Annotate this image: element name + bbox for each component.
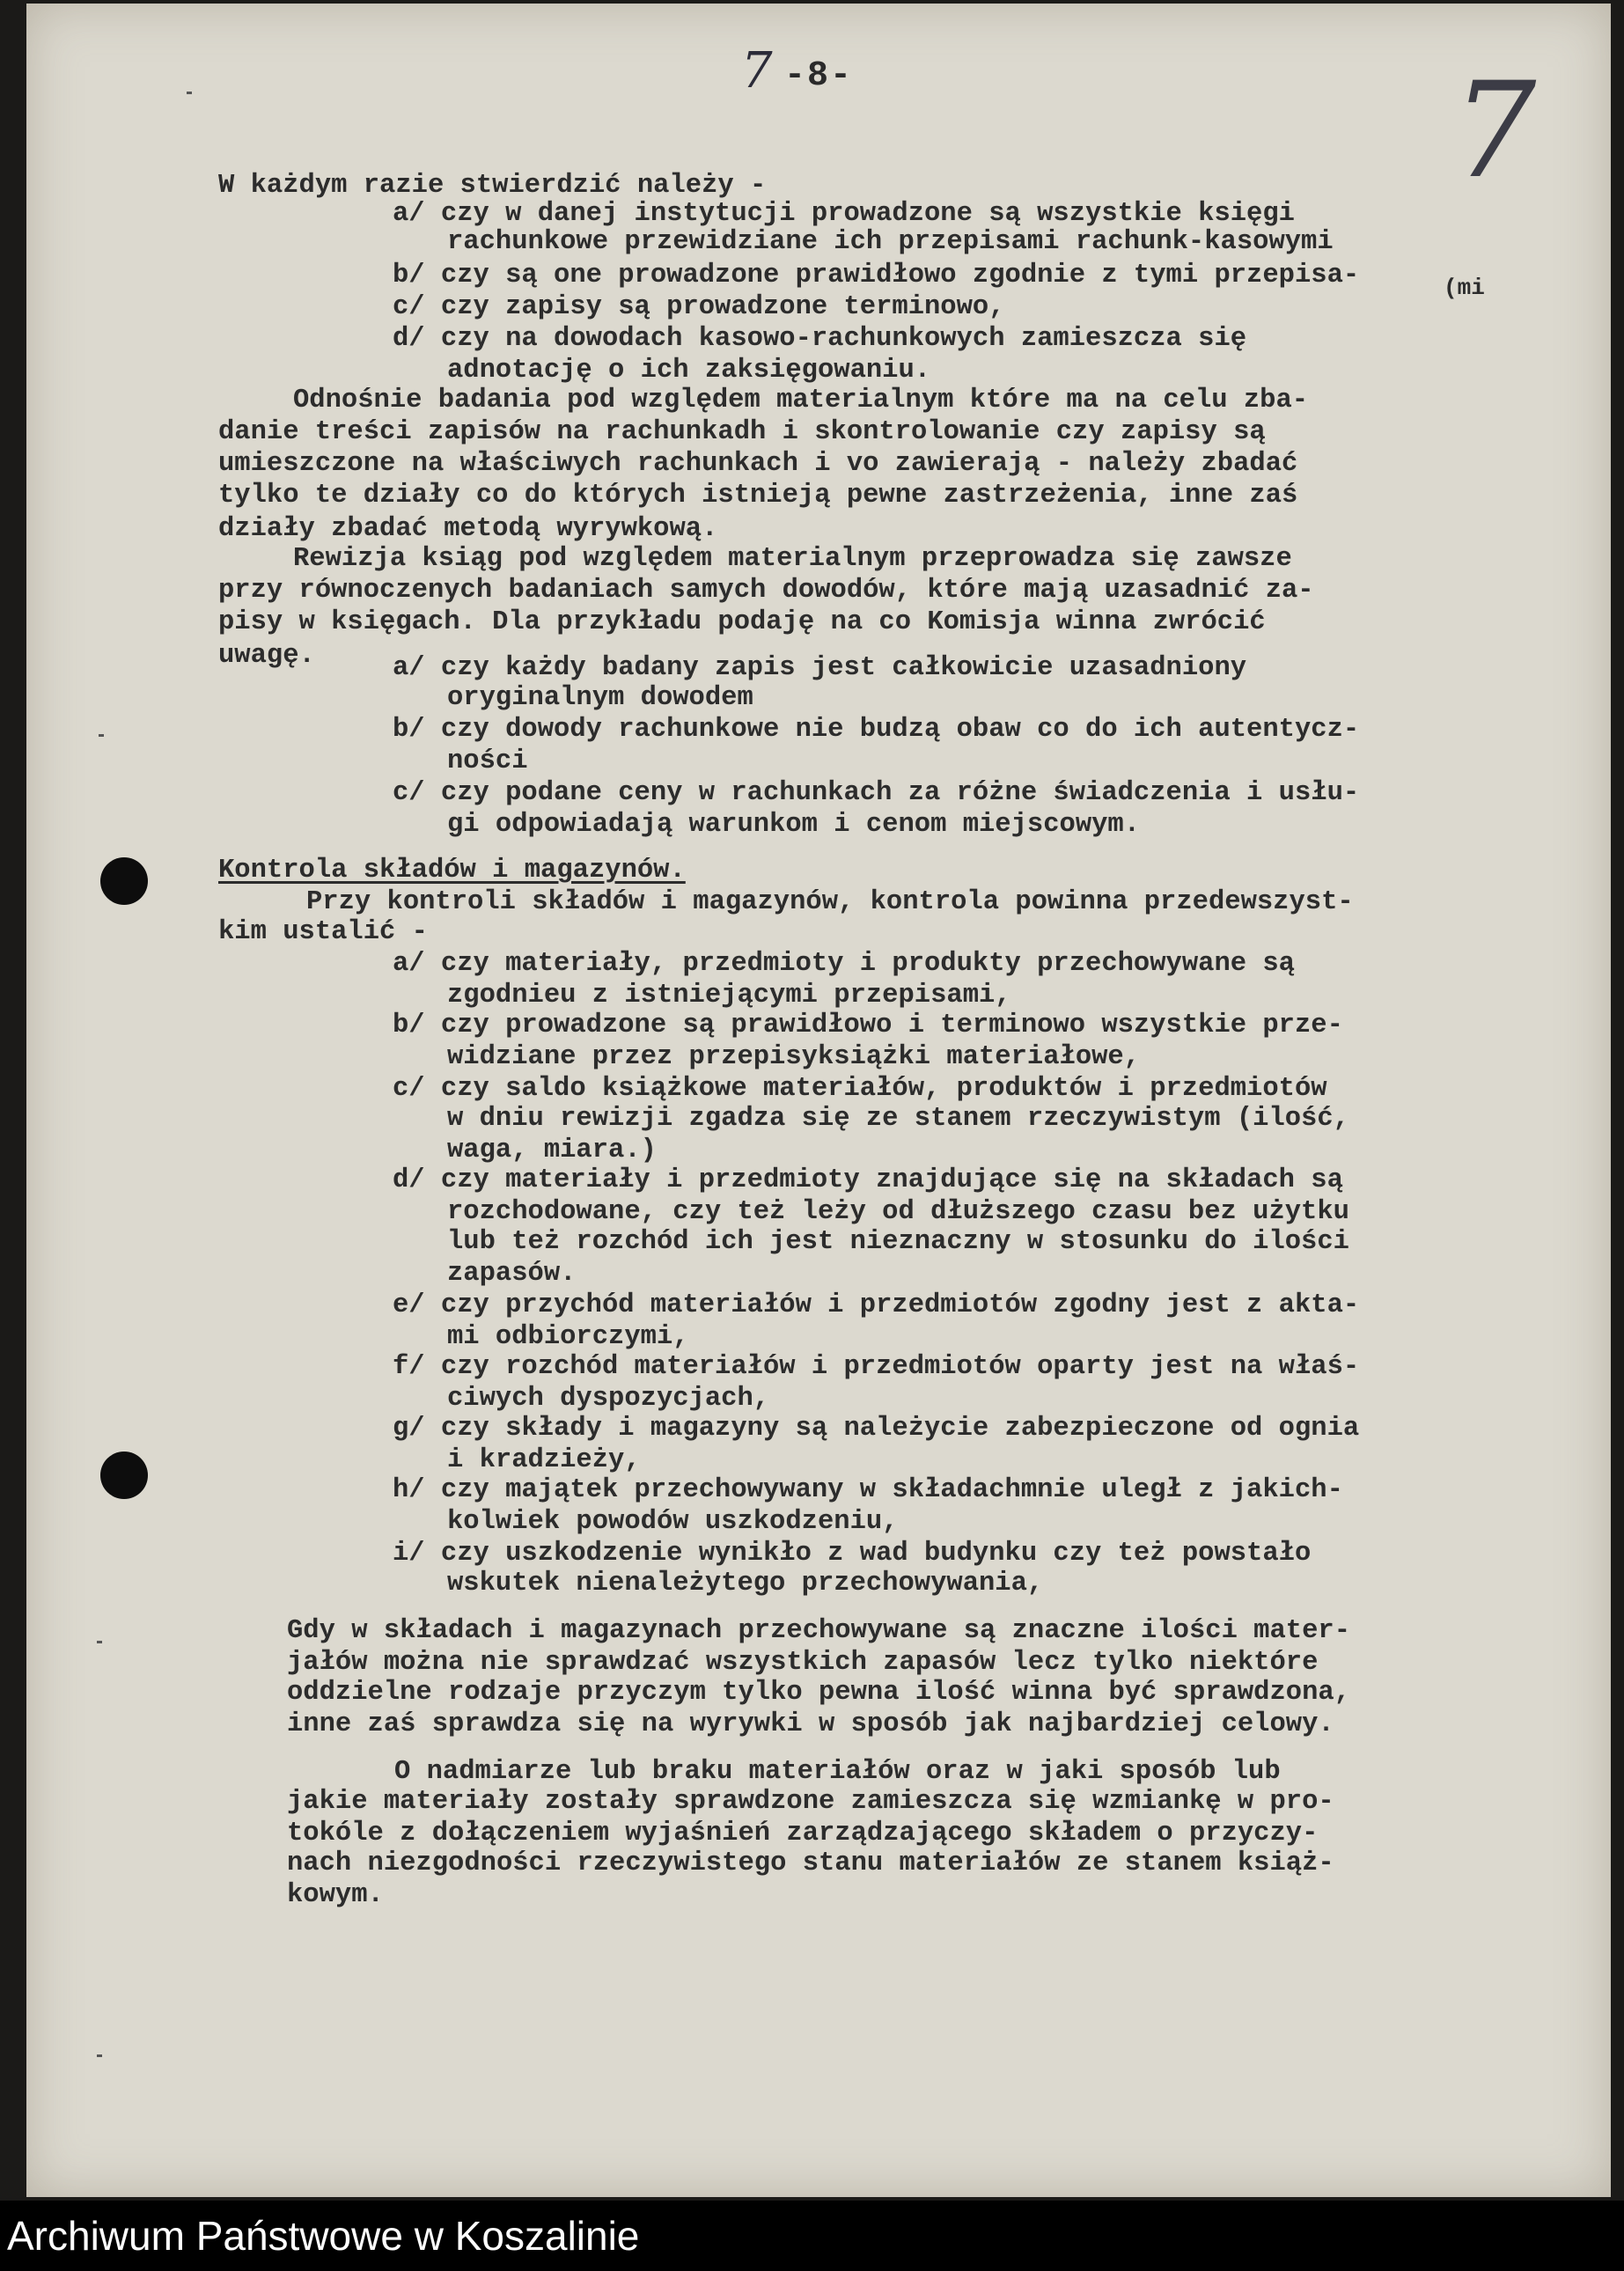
text-line: i kradzieży, bbox=[447, 1445, 641, 1475]
text-line: a/ czy materiały, przedmioty i produkty przechowywane są bbox=[393, 949, 1295, 979]
text-line: umieszczone na właściwych rachunkach i vo zawierają - należy zbadać bbox=[218, 449, 1298, 479]
handwritten-page-number: 7 bbox=[741, 42, 773, 99]
text-line: Odnośnie badania pod względem materialnym które ma na celu zba- bbox=[293, 386, 1309, 415]
scan-mark bbox=[97, 2054, 102, 2057]
text-line: mi odbiorczymi, bbox=[447, 1322, 689, 1352]
text-line: ności bbox=[447, 746, 528, 776]
archive-name: Archiwum Państwowe w Koszalinie bbox=[7, 2213, 640, 2259]
section-heading: Kontrola składów i magazynów. bbox=[218, 856, 686, 886]
text-line: b/ czy dowody rachunkowe nie budzą obaw co do ich autentycz- bbox=[393, 715, 1360, 745]
text-line: Przy kontroli składów i magazynów, kontrola powinna przedewszyst- bbox=[306, 887, 1354, 917]
text-line: W każdym razie stwierdzić należy - bbox=[218, 171, 767, 201]
text-line: inne zaś sprawdza się na wyrywki w sposób jak najbardziej celowy. bbox=[287, 1709, 1334, 1739]
text-line: Gdy w składach i magazynach przechowywane są znaczne ilości mater- bbox=[287, 1616, 1350, 1646]
text-line: rozchodowane, czy też leży od dłuższego czasu bez użytku bbox=[447, 1197, 1349, 1227]
text-line: przy równoczenych badaniach samych dowodów, które mają uzasadnić za- bbox=[218, 576, 1314, 606]
text-line: danie treści zapisów na rachunkadh i skontrolowanie czy zapisy są bbox=[218, 417, 1266, 447]
text-line: w dniu rewizji zgadza się ze stanem rzeczywistym (ilość, bbox=[447, 1104, 1349, 1134]
text-line: a/ czy w danej instytucji prowadzone są wszystkie księgi bbox=[393, 199, 1295, 229]
text-line: c/ czy zapisy są prowadzone terminowo, bbox=[393, 292, 1005, 322]
text-line: tylko te działy co do których istnieją pewne zastrzeżenia, inne zaś bbox=[218, 481, 1298, 511]
text-line: c/ czy saldo książkowe materiałów, produktów i przedmiotów bbox=[393, 1074, 1327, 1104]
text-line: d/ czy na dowodach kasowo-rachunkowych zamieszcza się bbox=[393, 324, 1247, 354]
text-line: Rewizja ksiąg pod względem materialnym przeprowadza się zawsze bbox=[293, 544, 1292, 574]
text-line: lub też rozchód ich jest nieznaczny w stosunku do ilości bbox=[447, 1227, 1349, 1257]
text-line: tokóle z dołączeniem wyjaśnień zarządzającego składem o przyczy- bbox=[287, 1819, 1319, 1848]
text-line: kim ustalić - bbox=[218, 917, 428, 947]
typed-page-number: -8- bbox=[783, 56, 853, 96]
typed-text-block bbox=[26, 4, 1611, 2028]
text-line: widziane przez przepisyksiążki materiałowe, bbox=[447, 1042, 1141, 1072]
text-line: i/ czy uszkodzenie wynikło z wad budynku czy też powstało bbox=[393, 1539, 1312, 1569]
document-page bbox=[26, 4, 1611, 2197]
text-line: waga, miara.) bbox=[447, 1136, 657, 1165]
text-line: f/ czy rozchód materiałów i przedmiotów oparty jest na właś- bbox=[393, 1352, 1360, 1382]
archive-footer bbox=[0, 2201, 1624, 2271]
text-line: O nadmiarze lub braku materiałów oraz w jaki sposób lub bbox=[394, 1757, 1281, 1787]
text-line: gi odpowiadają warunkom i cenom miejscowym. bbox=[447, 810, 1141, 840]
corner-page-number: 7 bbox=[1452, 55, 1537, 208]
text-line: zapasów. bbox=[447, 1259, 577, 1289]
margin-note: (mi bbox=[1444, 275, 1485, 301]
text-line: b/ czy prowadzone są prawidłowo i terminowo wszystkie prze- bbox=[393, 1011, 1343, 1040]
text-line: oryginalnym dowodem bbox=[447, 683, 753, 713]
text-line: a/ czy każdy badany zapis jest całkowicie uzasadniony bbox=[393, 653, 1247, 683]
text-line: jałów można nie sprawdzać wszystkich zapasów lecz tylko niektóre bbox=[287, 1648, 1319, 1678]
text-line: kowym. bbox=[287, 1880, 384, 1910]
text-line: nach niezgodności rzeczywistego stanu materiałów ze stanem książ- bbox=[287, 1848, 1334, 1878]
text-line: jakie materiały zostały sprawdzone zamieszcza się wzmiankę w pro- bbox=[287, 1787, 1334, 1817]
text-line: oddzielne rodzaje przyczym tylko pewna ilość winna być sprawdzona, bbox=[287, 1678, 1350, 1708]
text-line: uwagę. bbox=[218, 641, 315, 671]
text-line: zgodnieu z istniejącymi przepisami, bbox=[447, 981, 1011, 1011]
text-line: g/ czy składy i magazyny są należycie zabezpieczone od ognia bbox=[393, 1414, 1360, 1444]
text-line: adnotację o ich zaksięgowaniu. bbox=[447, 356, 931, 386]
text-line: d/ czy materiały i przedmioty znajdujące się na składach są bbox=[393, 1165, 1343, 1195]
text-line: ciwych dyspozycjach, bbox=[447, 1384, 770, 1414]
text-line: e/ czy przychód materiałów i przedmiotów zgodny jest z akta- bbox=[393, 1290, 1360, 1320]
text-line: c/ czy podane ceny w rachunkach za różne świadczenia i usłu- bbox=[393, 778, 1360, 808]
text-line: pisy w księgach. Dla przykładu podaję na co Komisja winna zwrócić bbox=[218, 607, 1266, 637]
text-line: kolwiek powodów uszkodzeniu, bbox=[447, 1507, 899, 1537]
text-line: działy zbadać metodą wyrywkową. bbox=[218, 514, 718, 544]
text-line: h/ czy majątek przechowywany w składachmnie uległ z jakich- bbox=[393, 1475, 1343, 1505]
text-line: b/ czy są one prowadzone prawidłowo zgodnie z tymi przepisa- bbox=[393, 261, 1360, 290]
text-line: rachunkowe przewidziane ich przepisami rachunk-kasowymi bbox=[447, 227, 1334, 257]
text-line: wskutek nienależytego przechowywania, bbox=[447, 1569, 1044, 1599]
